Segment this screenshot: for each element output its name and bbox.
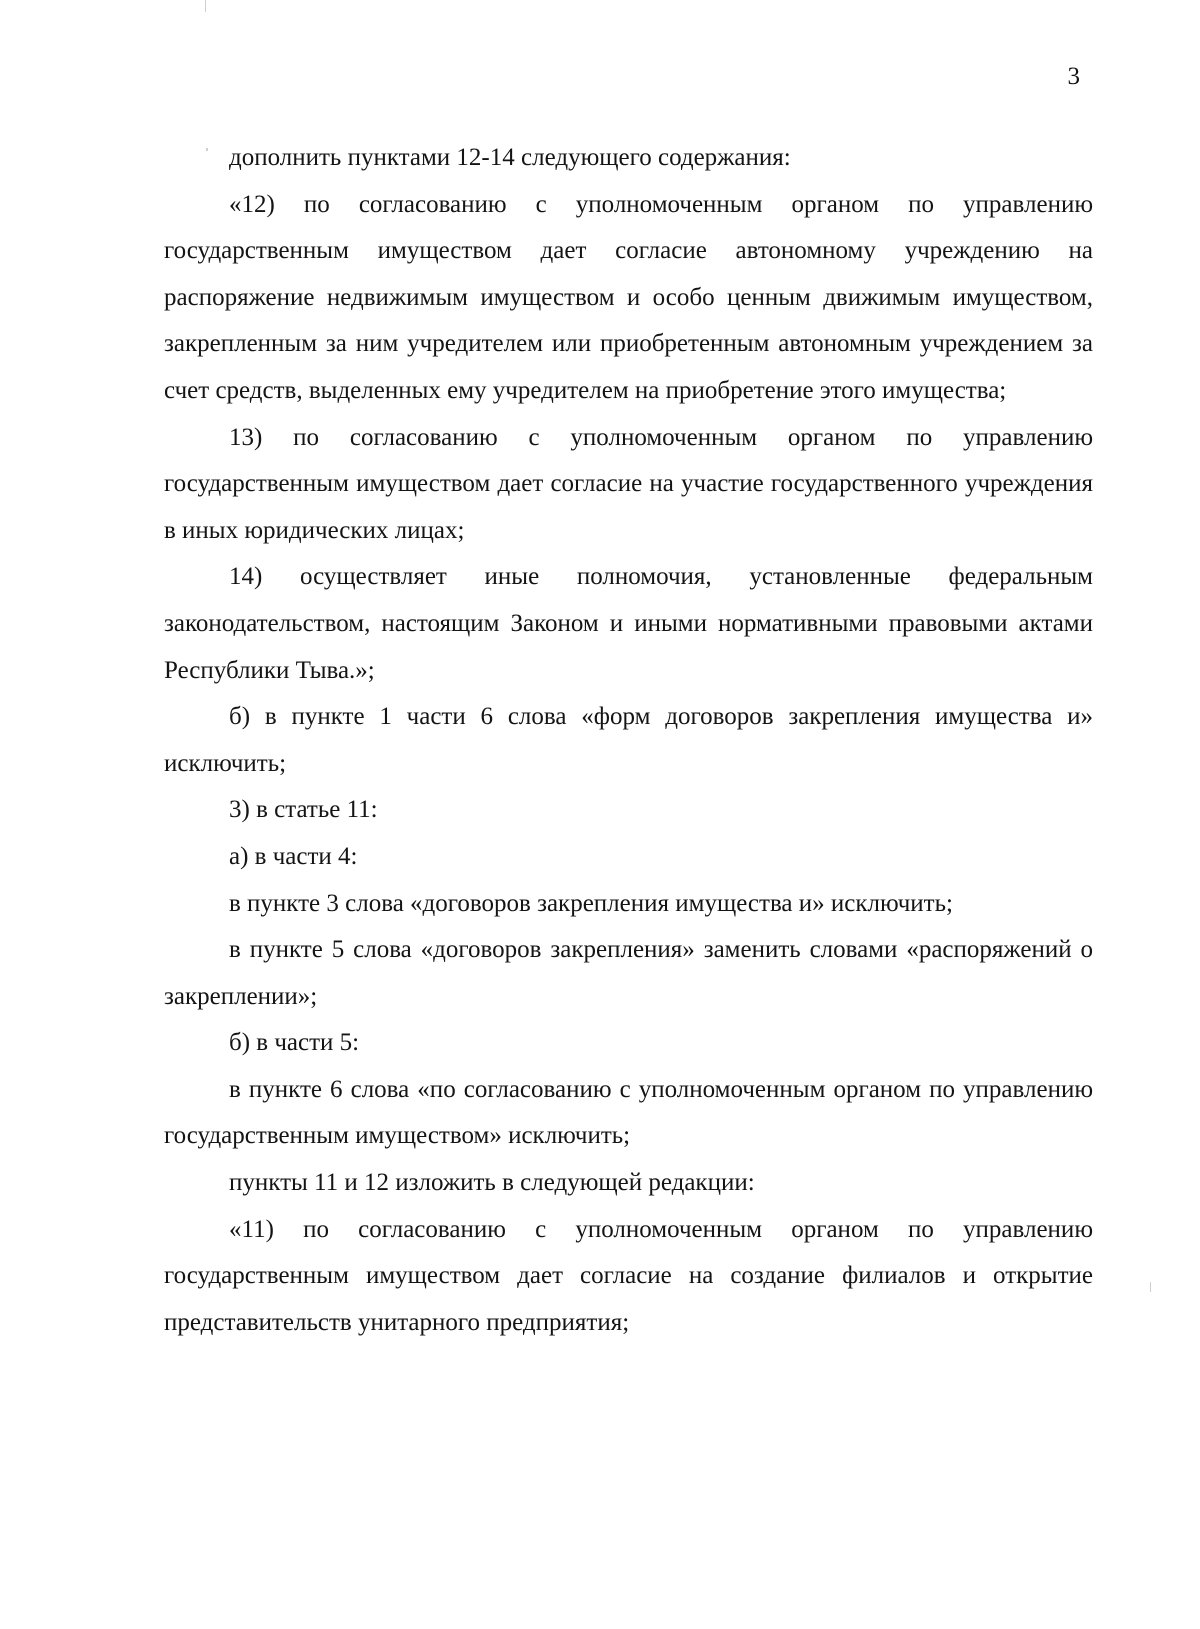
paragraph-item-12: «12) по согласованию с уполномоченным органом по управлению государственным имуществом дает согласие автономному учреждению на распоряжение недвижимым имуществом и особо ценным движимым имуществом, закрепленным за ним учредителем или приобретенным автономным учреждением за счет средств, выделенных ему учредителем на приобретение этого имущества; <box>164 190 1093 404</box>
paragraph-intro: дополнить пунктами 12-14 следующего содержания: <box>229 144 791 171</box>
page-number: 3 <box>1067 63 1080 90</box>
paragraph-point-5: в пункте 5 слова «договоров закрепления» заменить словами «распоряжений о закреплении»; <box>164 936 1093 1010</box>
scan-mark-top <box>205 0 206 12</box>
paragraph-b-part-6: б) в пункте 1 части 6 слова «форм договоров закрепления имущества и» исключить; <box>164 703 1093 777</box>
paragraph-points-11-12: пункты 11 и 12 изложить в следующей редакции: <box>229 1169 755 1197</box>
scan-mark-right <box>1150 1282 1151 1292</box>
paragraph-item-11: «11) по согласованию с уполномоченным органом по управлению государственным имуществом дает согласие на создание филиалов и открытие представительств унитарного предприятия; <box>164 1215 1093 1336</box>
paragraph-item-13: 13) по согласованию с уполномоченным органом по управлению государственным имуществом дает согласие на участие государственного учреждения в иных юридических лицах; <box>164 423 1093 544</box>
paragraph-article-11: 3) в статье 11: <box>229 796 378 824</box>
paragraph-point-3: в пункте 3 слова «договоров закрепления имущества и» исключить; <box>229 889 953 917</box>
paragraph-b-part-5: б) в части 5: <box>229 1029 360 1057</box>
paragraph-point-6: в пункте 6 слова «по согласованию с уполномоченным органом по управлению государственным имуществом» исключить; <box>164 1075 1093 1150</box>
paragraph-a-part-4: а) в части 4: <box>229 842 358 870</box>
paragraph-item-14: 14) осуществляет иные полномочия, установленные федеральным законодательством, настоящим Законом и иными нормативными правовыми актами Республики Тыва.»; <box>164 563 1093 684</box>
document-body <box>164 135 1093 1346</box>
